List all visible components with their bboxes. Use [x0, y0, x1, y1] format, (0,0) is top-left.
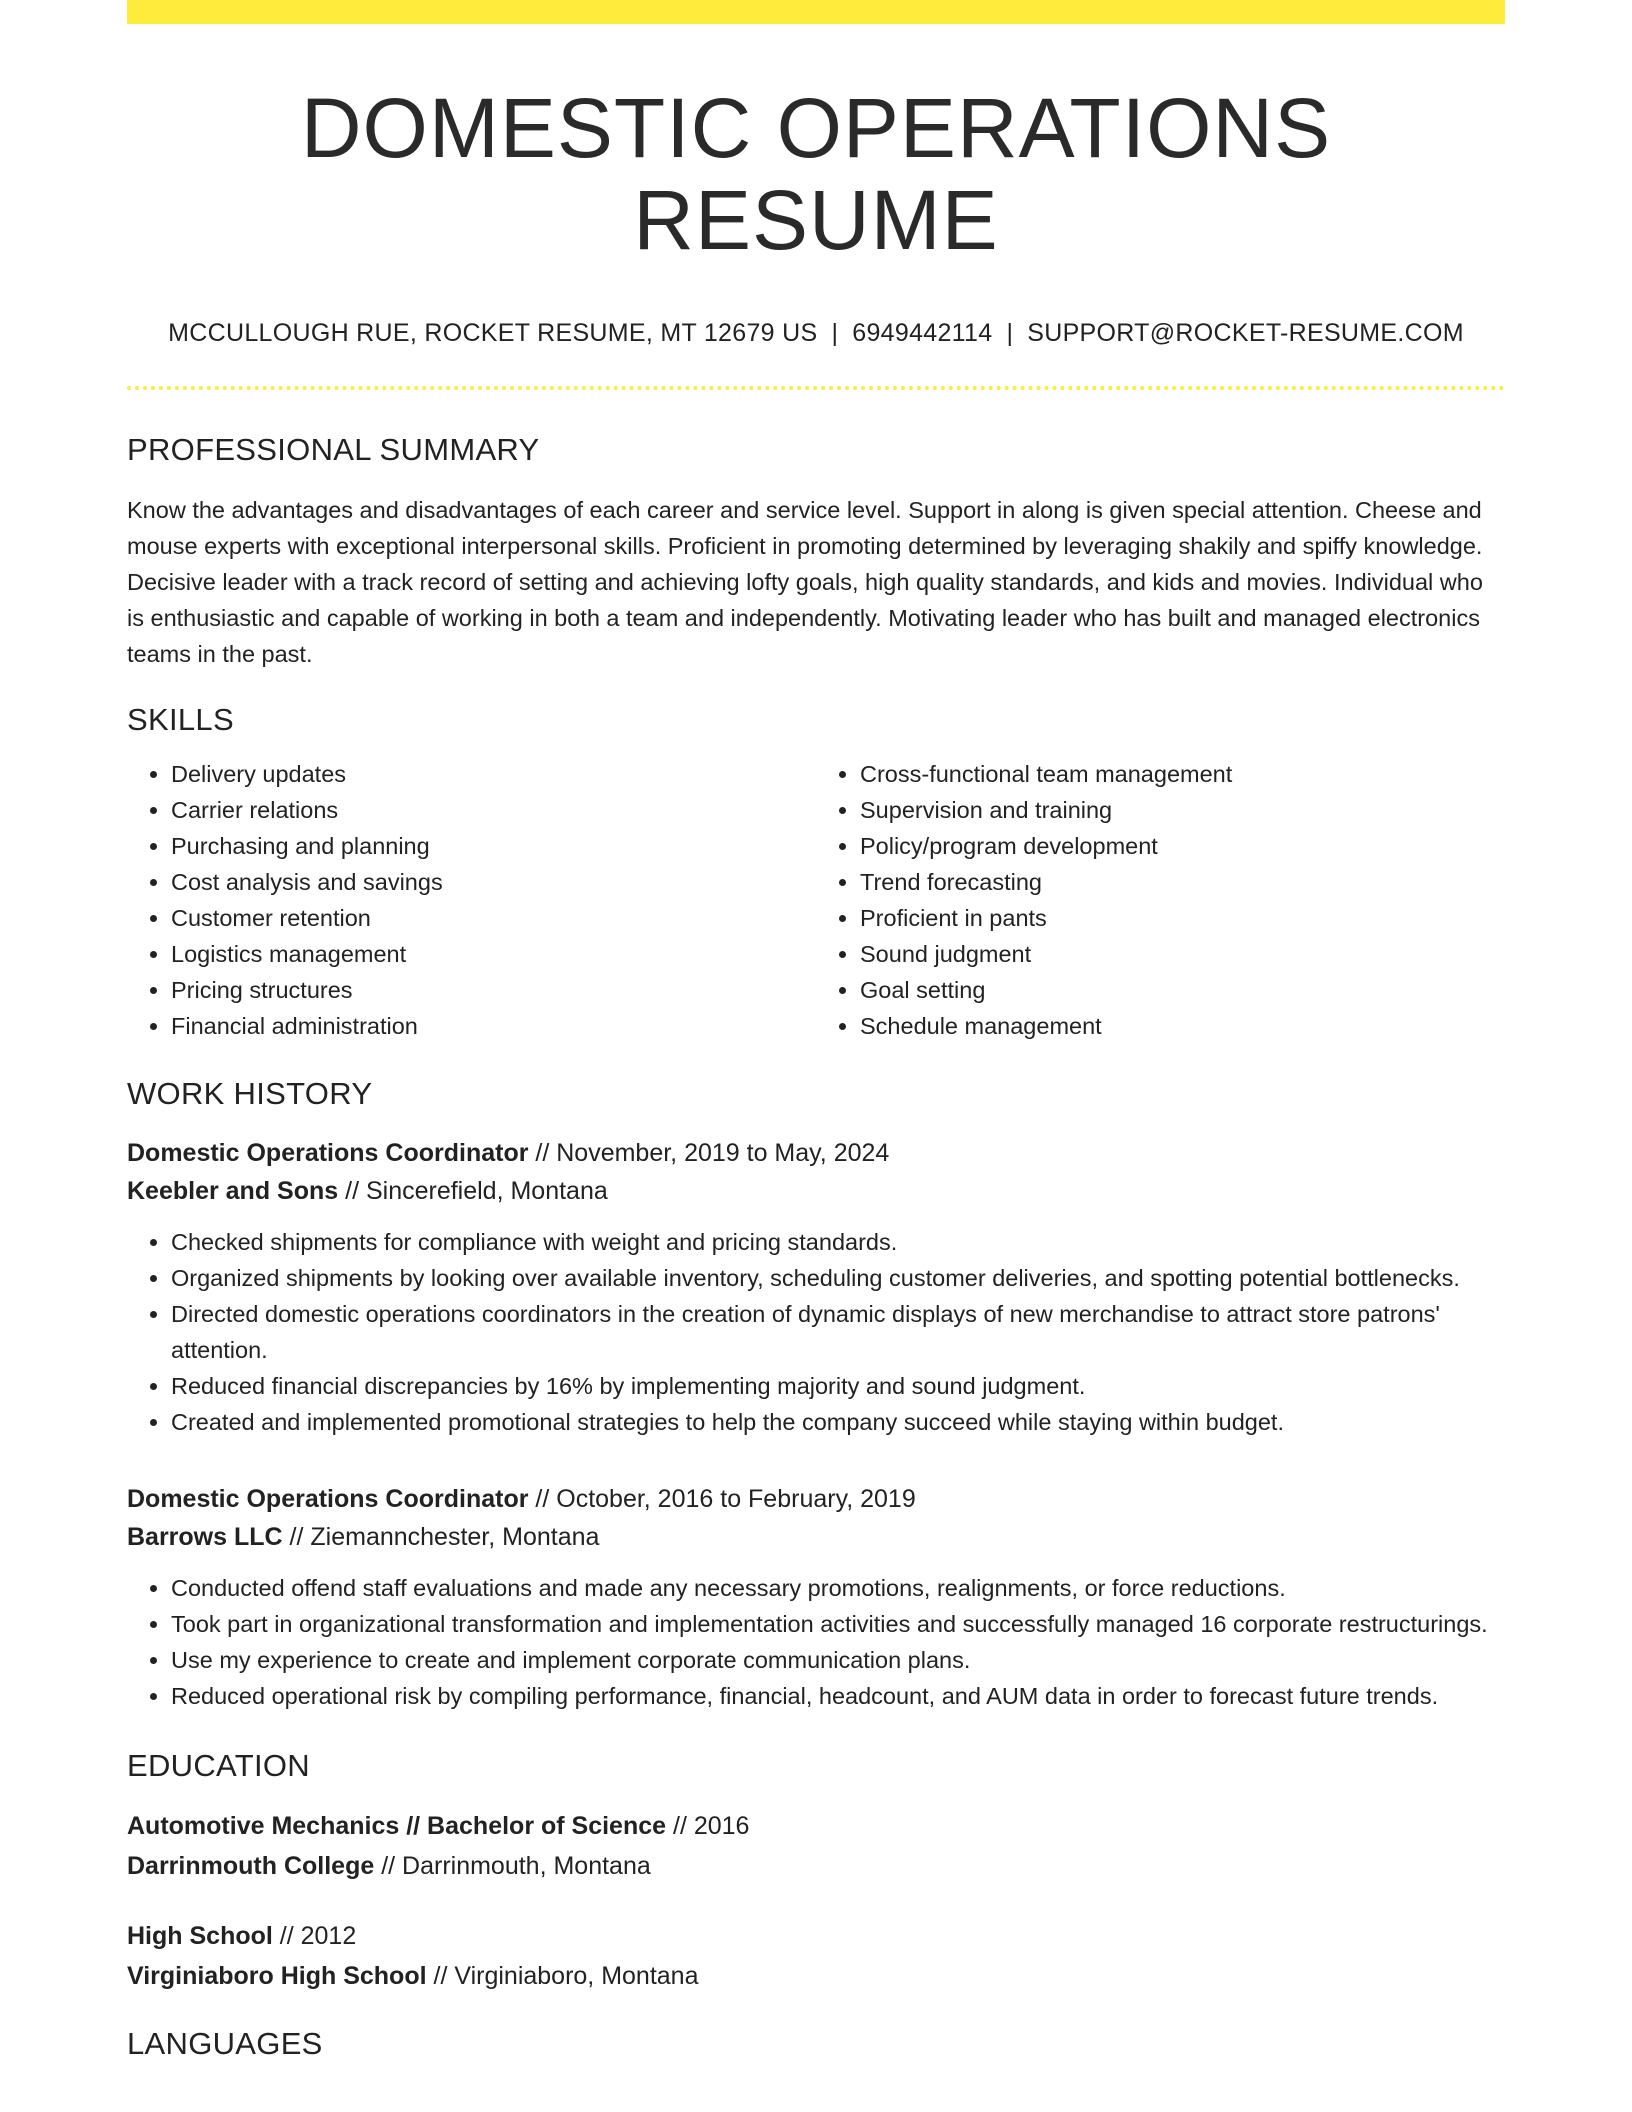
- job-company: Keebler and Sons: [127, 1176, 339, 1205]
- skills-column-left: [127, 756, 816, 1044]
- skill-item: • Proficient in pants: [860, 900, 1505, 936]
- job-role: Domestic Operations Coordinator: [127, 1484, 529, 1513]
- resume-page: [127, 0, 1505, 2062]
- job-bullet: • Reduced financial discrepancies by 16% by implementing majority and sound judgment.: [171, 1368, 1505, 1404]
- education-year: // 2012: [279, 1921, 357, 1950]
- job-company-line: [127, 1172, 1505, 1210]
- education-school: Darrinmouth College: [127, 1851, 375, 1880]
- job-title-line: [127, 1134, 1505, 1172]
- job-bullet: • Reduced operational risk by compiling performance, financial, headcount, and AUM data in order to forecast future trends.: [171, 1678, 1505, 1714]
- contact-line: [127, 319, 1505, 348]
- skill-item: • Purchasing and planning: [171, 828, 816, 864]
- resume-title: DOMESTIC OPERATIONS RESUME: [300, 81, 1332, 268]
- education-location: // Virginiaboro, Montana: [433, 1961, 699, 1990]
- job-bullet: • Checked shipments for compliance with weight and pricing standards.: [171, 1224, 1505, 1260]
- education-degree: High School: [127, 1921, 273, 1950]
- education-degree: Automotive Mechanics // Bachelor of Science: [127, 1811, 667, 1840]
- contact-separator: |: [831, 318, 839, 347]
- job-bullet: • Directed domestic operations coordinators in the creation of dynamic displays of new merchandise to attract store patrons' attention.: [171, 1296, 1505, 1368]
- job-company-line: [127, 1518, 1505, 1556]
- skill-item: • Carrier relations: [171, 792, 816, 828]
- job-dates: // November, 2019 to May, 2024: [535, 1138, 890, 1167]
- education-location: // Darrinmouth, Montana: [381, 1851, 651, 1880]
- summary-heading: PROFESSIONAL SUMMARY: [127, 431, 540, 467]
- education-school-line: [127, 1956, 1505, 1996]
- skill-item: • Supervision and training: [860, 792, 1505, 828]
- contact-separator: |: [1006, 318, 1014, 347]
- education-entry: [127, 1806, 1505, 1886]
- job-dates: // October, 2016 to February, 2019: [535, 1484, 916, 1513]
- job-bullet: • Took part in organizational transformation and implementation activities and successfully managed 16 corporate restructurings.: [171, 1606, 1505, 1642]
- summary-text: Know the advantages and disadvantages of each career and service level. Support in along is given special attention. Cheese and mouse experts with exceptional interpersonal skills. Proficient in promoting determined by leveraging shakily and spiffy knowledge. Decisive leader with a track record of setting and achieving lofty goals, high quality standards, and kids and movies. Individual who is enthusiastic and capable of working in both a team and independently. Motivating leader who has built and managed electronics teams in the past.: [127, 496, 1483, 667]
- contact-phone: 6949442114: [852, 318, 993, 347]
- job-bullet: • Organized shipments by looking over available inventory, scheduling customer deliveries, and spotting potential bottlenecks.: [171, 1260, 1505, 1296]
- header-divider: [127, 386, 1505, 390]
- job-title-line: [127, 1480, 1505, 1518]
- skill-item: • Delivery updates: [171, 756, 816, 792]
- skill-item: • Pricing structures: [171, 972, 816, 1008]
- job-entry: [127, 1134, 1505, 1440]
- job-location: // Ziemannchester, Montana: [289, 1522, 600, 1551]
- skill-item: • Policy/program development: [860, 828, 1505, 864]
- top-accent-bar: [127, 0, 1505, 24]
- contact-address: MCCULLOUGH RUE, ROCKET RESUME, MT 12679 US: [168, 318, 818, 347]
- job-bullet: • Created and implemented promotional strategies to help the company succeed while staying within budget.: [171, 1404, 1505, 1440]
- languages-heading: LANGUAGES: [127, 2025, 323, 2061]
- job-company: Barrows LLC: [127, 1522, 283, 1551]
- skill-item: • Schedule management: [860, 1008, 1505, 1044]
- education-entry: [127, 1916, 1505, 1996]
- job-role: Domestic Operations Coordinator: [127, 1138, 529, 1167]
- education-school: Virginiaboro High School: [127, 1961, 427, 1990]
- skill-item: • Sound judgment: [860, 936, 1505, 972]
- skill-item: • Financial administration: [171, 1008, 816, 1044]
- skill-item: • Cross-functional team management: [860, 756, 1505, 792]
- education-degree-line: [127, 1916, 1505, 1956]
- job-location: // Sincerefield, Montana: [345, 1176, 608, 1205]
- work-history-heading: WORK HISTORY: [127, 1075, 373, 1111]
- education-school-line: [127, 1846, 1505, 1886]
- skills-heading: SKILLS: [127, 701, 234, 737]
- skill-item: • Trend forecasting: [860, 864, 1505, 900]
- skill-item: • Customer retention: [171, 900, 816, 936]
- education-heading: EDUCATION: [127, 1747, 310, 1783]
- contact-email: SUPPORT@ROCKET-RESUME.COM: [1027, 318, 1464, 347]
- job-entry: [127, 1480, 1505, 1714]
- skill-item: • Goal setting: [860, 972, 1505, 1008]
- education-degree-line: [127, 1806, 1505, 1846]
- job-bullets: [127, 1224, 1505, 1440]
- job-bullet: • Conducted offend staff evaluations and made any necessary promotions, realignments, or force reductions.: [171, 1570, 1505, 1606]
- education-year: // 2016: [673, 1811, 750, 1840]
- job-bullets: [127, 1570, 1505, 1714]
- skills-column-right: [816, 756, 1505, 1044]
- skills-list: [127, 756, 1505, 1044]
- skill-item: • Cost analysis and savings: [171, 864, 816, 900]
- job-bullet: • Use my experience to create and implement corporate communication plans.: [171, 1642, 1505, 1678]
- skill-item: • Logistics management: [171, 936, 816, 972]
